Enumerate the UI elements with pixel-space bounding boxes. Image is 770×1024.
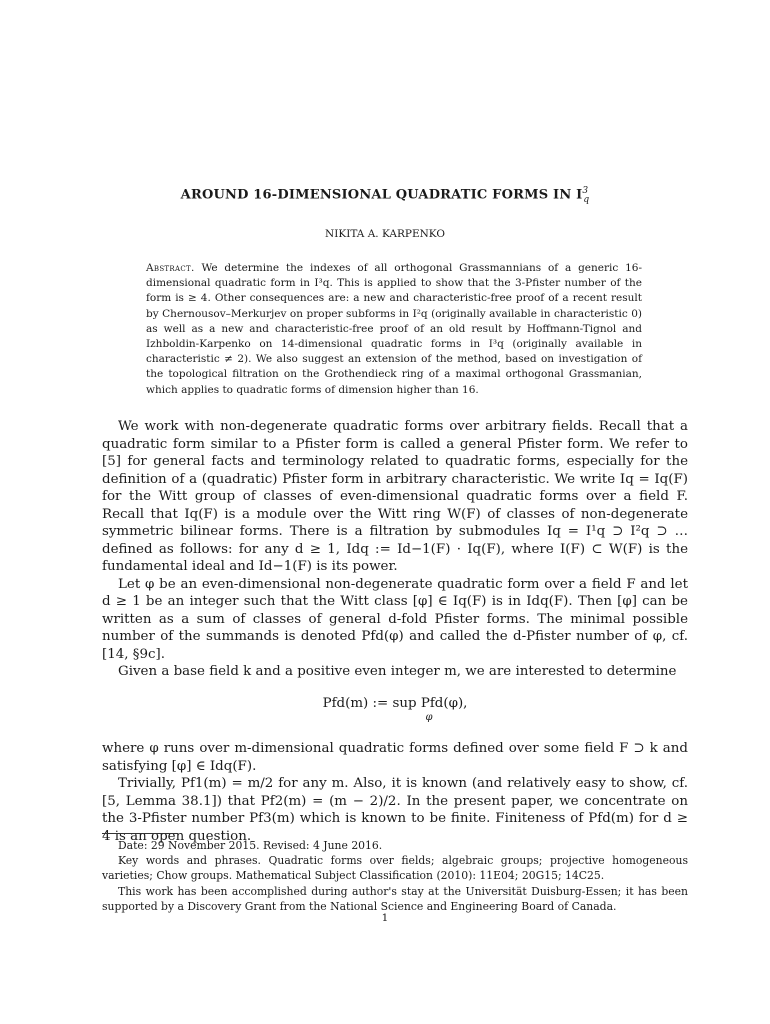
paragraph-1: We work with non-degenerate quadratic forms over arbitrary fields. Recall that a quadratic form similar to a Pfister form is called a general Pfister form. We refer to [5] for general facts and terminology related to quadratic forms, especially for the definition of a (quadratic) Pfister form in arbitrary characteristic. We write Iq = Iq(F) for the Witt group of classes of even-dimensional quadratic forms over a field F. Recall that Iq(F) is a module over the Witt ring W(F) of classes of non-degenerate symmetric bilinear forms. There is a filtration by submodules Iq = I¹q ⊃ I²q ⊃ … defined as follows: for any d ≥ 1, Idq := Id−1(F) · Iq(F), where I(F) ⊂ W(F) is the fundamental ideal and Id−1(F) is its power. [102,419,688,574]
footnotes [102,838,688,914]
paragraph-3: Given a base field k and a positive even integer m, we are interested to determine [118,664,677,679]
paper-title-superscript: 3 [582,186,589,196]
paragraph-4: where φ runs over m-dimensional quadratic forms defined over some field F ⊃ k and satisfying [φ] ∈ Idq(F). [102,741,688,774]
main-text [102,418,688,845]
paragraph-5: Trivially, Pf1(m) = m/2 for any m. Also, it is known (and relatively easy to show, cf. [5, Lemma 38.1]) that Pf2(m) = (m − 2)/2. In the present paper, we concentrate on the 3-Pfister number Pf3(m) which is known to be finite. Finiteness of Pfd(m) for d ≥ 4 is an open question. [102,776,688,844]
paper-title-text: AROUND 16-DIMENSIONAL QUADRATIC FORMS IN I [180,187,583,203]
footnote-date: Date: 29 November 2015. Revised: 4 June 2016. [118,839,383,852]
page-number: 1 [381,912,389,924]
footnote-support: This work has been accomplished during author's stay at the Universität Duisburg-Essen; it has been supported by a Discovery Grant from the National Science and Engineering Board of Canada. [102,884,688,913]
author-name: NIKITA A. KARPENKO [325,228,445,240]
paper-title [0,186,770,205]
formula-subscript: φ [425,712,433,723]
formula-text: Pfd(m) := sup Pfd(φ), [322,695,468,711]
footnote-rule [102,833,178,834]
display-formula [102,695,688,725]
paper-title-subscript: q [583,194,590,205]
footnote-keywords: Key words and phrases. Quadratic forms over fields; algebraic groups; projective homogeneous varieties; Chow groups. Mathematical Subject Classification (2010): 11E04; 20G15; 14C25. [102,854,688,883]
paragraph-2: Let φ be an even-dimensional non-degenerate quadratic form over a field F and let d ≥ 1 be an integer such that the Witt class [φ] ∈ Iq(F) is in Idq(F). Then [φ] can be written as a sum of classes of general d-fold Pfister forms. The minimal possible number of the summands is denoted Pfd(φ) and called the d-Pfister number of φ, cf. [14, §9c]. [102,576,688,662]
abstract [146,261,642,398]
abstract-label: Abstract. [146,262,195,274]
abstract-text: We determine the indexes of all orthogonal Grassmannians of a generic 16-dimensional quadratic form in I³q. This is applied to show that the 3-Pfister number of the form is ≥ 4. Other consequences are: a new and characteristic-free proof of a recent result by Chernousov–Merkurjev on proper subforms in I²q (originally available in characteristic 0) as well as a new and characteristic-free proof of an old result by Hoffmann-Tignol and Izhboldin-Karpenko on 14-dimensional quadratic forms in I³q (originally available in characteristic ≠ 2). We also suggest an extension of the method, based on investigation of the topological filtration on the Grothendieck ring of a maximal orthogonal Grassmanian, which applies to quadratic forms of dimension higher than 16. [146,262,642,396]
